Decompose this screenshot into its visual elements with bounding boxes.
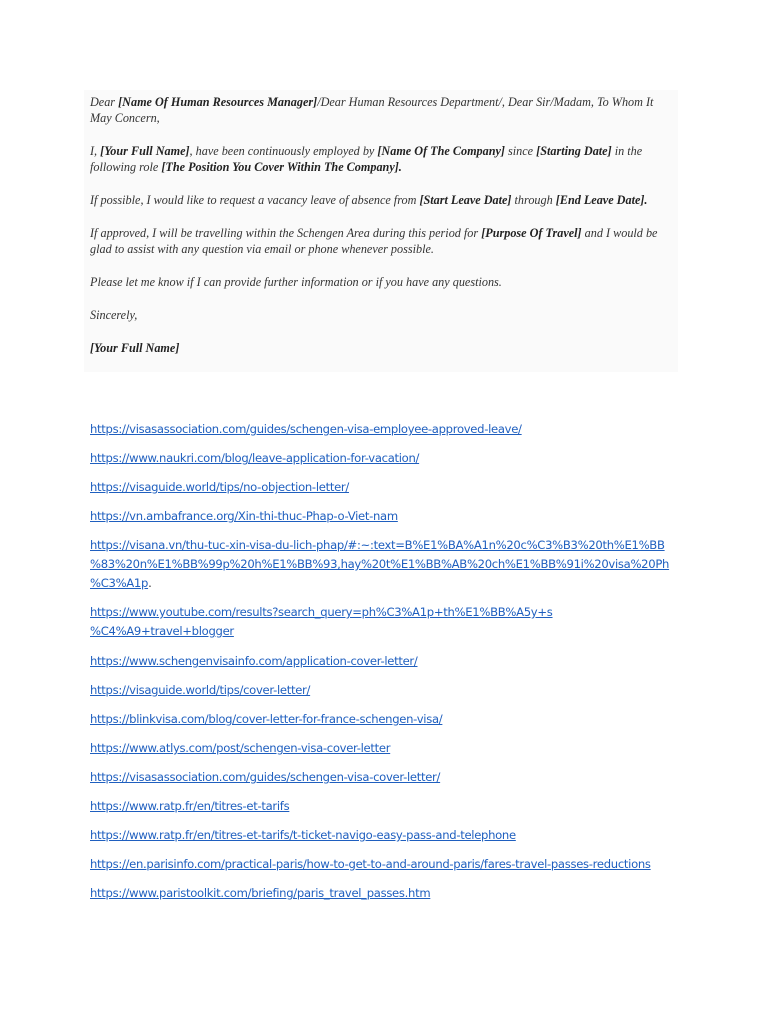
travel-text: If approved, I will be travelling within the Schengen Area during this period for <box>90 226 482 240</box>
reference-link-text[interactable]: https://visasassociation.com/guides/schengen-visa-cover-letter/ <box>90 770 441 784</box>
reference-link[interactable] <box>90 826 516 845</box>
reference-link[interactable] <box>90 420 522 439</box>
reference-link[interactable] <box>90 710 442 729</box>
reference-link[interactable] <box>90 478 349 497</box>
reference-link-text[interactable]: %C4%A9+travel+blogger <box>90 624 234 638</box>
closing-text: Sincerely, <box>90 308 138 322</box>
reference-link[interactable] <box>90 622 234 641</box>
reference-link-text[interactable]: https://www.ratp.fr/en/titres-et-tarifs/t-ticket-navigo-easy-pass-and-telephone <box>90 828 516 842</box>
reference-link-text[interactable]: https://visasassociation.com/guides/schengen-visa-employee-approved-leave/ <box>90 422 522 436</box>
travel-paragraph <box>90 225 670 257</box>
reference-link-text[interactable]: %C3%A1p <box>90 576 149 590</box>
company-name-placeholder: [Name Of The Company] <box>377 144 505 158</box>
reference-link[interactable] <box>90 884 430 903</box>
leave-request-paragraph <box>90 192 670 208</box>
travel-text: and I would be glad to assist with any question via email or phone whenever possible. <box>90 226 658 256</box>
reference-link-text[interactable]: https://www.youtube.com/results?search_query=ph%C3%A1p+th%E1%BB%A5y+s <box>90 605 553 619</box>
request-text: through <box>511 193 556 207</box>
reference-link[interactable] <box>90 603 553 622</box>
employment-text: I, <box>90 144 101 158</box>
reference-link[interactable] <box>90 449 419 468</box>
letter-body <box>90 94 670 373</box>
reference-link-text[interactable]: %83%20n%E1%BB%99p%20h%E1%BB%93,hay%20t%E1%BB%AB%20ch%E1%BB%91i%20visa%20Ph <box>90 557 670 571</box>
reference-link[interactable] <box>90 768 440 787</box>
purpose-of-travel-placeholder: [Purpose Of Travel] <box>481 226 582 240</box>
reference-link[interactable] <box>90 681 310 700</box>
reference-link-text[interactable]: https://www.atlys.com/post/schengen-visa-cover-letter <box>90 741 391 755</box>
employment-text: , have been continuously employed by <box>189 144 378 158</box>
reference-link-text[interactable]: https://vn.ambafrance.org/Xin-thi-thuc-Phap-o-Viet-nam <box>90 509 398 523</box>
reference-link[interactable] <box>90 652 418 671</box>
reference-link-text[interactable]: https://blinkvisa.com/blog/cover-letter-for-france-schengen-visa/ <box>90 712 443 726</box>
end-leave-date-placeholder: [End Leave Date]. <box>555 193 648 207</box>
reference-link-text[interactable]: https://www.ratp.fr/en/titres-et-tarifs <box>90 799 290 813</box>
further-info-paragraph: Please let me know if I can provide further information or if you have any questions. <box>90 275 502 289</box>
signature-placeholder <box>90 340 670 356</box>
salutation-text: Dear <box>90 95 119 109</box>
start-leave-date-placeholder: [Start Leave Date] <box>419 193 512 207</box>
salutation-alternatives: /Dear Human Resources Department/, Dear Sir/Madam, To Whom It May Concern, <box>90 95 654 125</box>
reference-link[interactable] <box>90 855 651 874</box>
signature-name: [Your Full Name] <box>90 341 180 355</box>
reference-link[interactable] <box>90 574 152 593</box>
letter-template <box>84 90 678 372</box>
reference-link-text[interactable]: https://www.naukri.com/blog/leave-application-for-vacation/ <box>90 451 420 465</box>
full-name-placeholder: [Your Full Name] <box>100 144 190 158</box>
salutation-paragraph <box>90 94 670 126</box>
reference-link[interactable] <box>90 797 289 816</box>
reference-link-text[interactable]: https://visana.vn/thu-tuc-xin-visa-du-lich-phap/#:~:text=B%E1%BA%A1n%20c%C3%B3%20th%E1%BB <box>90 538 665 552</box>
reference-link-text[interactable]: https://www.paristoolkit.com/briefing/paris_travel_passes.htm <box>90 886 431 900</box>
trailing-period: . <box>148 576 152 590</box>
reference-link[interactable] <box>90 555 669 574</box>
reference-link[interactable] <box>90 739 390 758</box>
reference-link[interactable] <box>90 507 398 526</box>
employment-text: since <box>505 144 537 158</box>
reference-link-text[interactable]: https://www.schengenvisainfo.com/application-cover-letter/ <box>90 654 418 668</box>
request-text: If possible, I would like to request a vacancy leave of absence from <box>90 193 420 207</box>
employment-paragraph <box>90 143 670 175</box>
employment-text: in the following role <box>90 144 643 174</box>
hr-manager-placeholder: [Name Of Human Resources Manager] <box>118 95 318 109</box>
reference-link-text[interactable]: https://visaguide.world/tips/no-objection-letter/ <box>90 480 349 494</box>
reference-link[interactable] <box>90 536 665 555</box>
starting-date-placeholder: [Starting Date] <box>536 144 612 158</box>
reference-link-text[interactable]: https://en.parisinfo.com/practical-paris/how-to-get-to-and-around-paris/fares-travel-passes-reductions <box>90 857 651 871</box>
reference-link-text[interactable]: https://visaguide.world/tips/cover-letter/ <box>90 683 311 697</box>
position-placeholder: [The Position You Cover Within The Company]. <box>161 160 402 174</box>
